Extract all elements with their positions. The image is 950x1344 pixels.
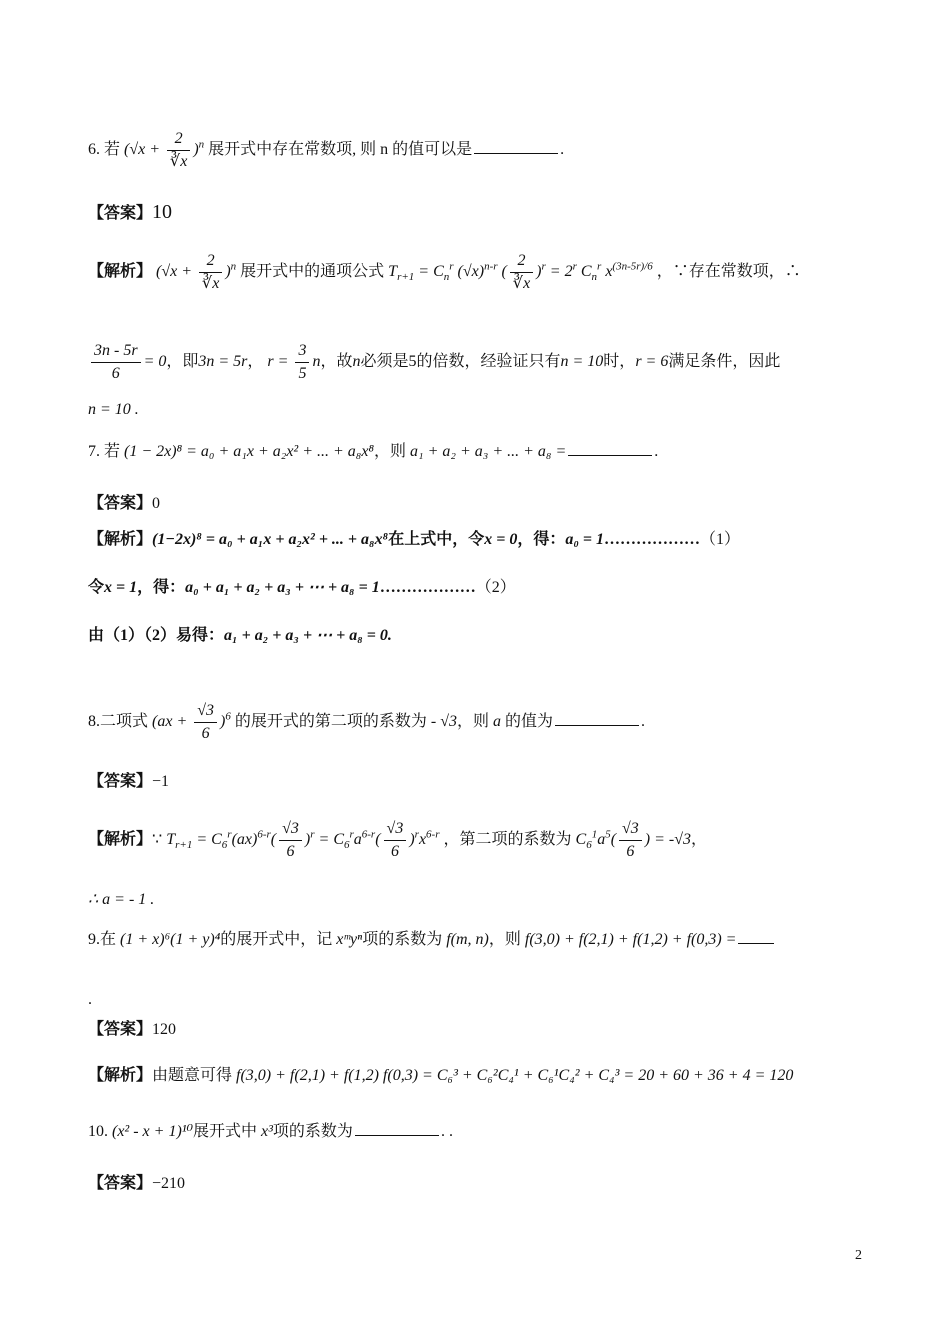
q9-expr3: f(m, n)	[446, 931, 489, 948]
q8-stem	[88, 700, 864, 745]
q7-s2e: x = 1	[104, 579, 138, 596]
q10-text2: 项的系数为	[272, 1123, 353, 1140]
q7-prefix: 若	[104, 443, 121, 460]
page-number: 2	[855, 1248, 862, 1263]
q9-solution	[88, 1064, 864, 1088]
question-number: 10.	[88, 1123, 108, 1140]
q6-end: .	[560, 141, 565, 159]
q8-solution-line2	[88, 888, 864, 912]
q6-l2n: 满足条件，因此	[668, 353, 781, 371]
q8-expr2: - √3	[430, 713, 457, 731]
q9-expr4: f(3,0) + f(2,1) + f(1,2) + f(0,3) =	[524, 931, 737, 948]
q6-l2i: 5	[408, 353, 417, 371]
answer-blank	[738, 929, 774, 944]
answer-blank	[355, 1121, 439, 1136]
q8-prefix: 二项式	[100, 713, 149, 731]
q7-s1tag: （1）	[700, 531, 741, 548]
q6-answer	[88, 200, 864, 226]
q7-s3t: 由（1）（2）易得：	[88, 627, 225, 644]
q9-text2: 项的系数为	[362, 931, 443, 948]
q8-sol-formula2: $C_6^1a^5$( $\frac{√3}{6}$ ) = -√3	[575, 820, 692, 860]
question-number: 7.	[88, 443, 100, 460]
answer-value: 0	[152, 495, 161, 512]
q8-answer	[88, 770, 864, 794]
q7-s3e: a₁ + a₂ + a₃ + ⋯ + a₈ = 0.	[224, 627, 392, 644]
q6-l2m: r = 6	[635, 353, 669, 371]
q10-stem	[88, 1120, 864, 1144]
q7-end: .	[654, 443, 659, 460]
answer-value: −1	[152, 773, 170, 790]
answer-value: 120	[152, 1021, 177, 1038]
q6-l2c: 3n = 5r	[198, 353, 248, 371]
q10-expr2: x³	[261, 1123, 273, 1140]
q7-s1e2: x = 0	[484, 531, 518, 548]
q9-stem	[88, 928, 864, 952]
solution-label: 【解析】	[88, 1067, 153, 1084]
q9-sol-text: 由题意可得	[152, 1067, 233, 1084]
question-number: 6.	[88, 141, 100, 159]
q6-r-frac: r = $\frac{3}{5}$ n	[267, 342, 321, 382]
q7-s2e2: a₀ + a₁ + a₂ + a₃ + ⋯ + a₈ = 1	[185, 579, 380, 596]
q6-l2l: 时，	[603, 353, 636, 371]
q8-solution-line1	[88, 818, 864, 863]
q8-end: .	[641, 713, 646, 731]
q6-sol-formula: $T_{r+1} = C_n^r$ $(√x)^{n-r}$ ( $\frac{2}{∛x}$ )$^r = 2^r$ $C_n^r$ $x^{(3n-5r)/6}$	[388, 252, 653, 292]
q9-sol-expr: f(3,0) + f(2,1) + f(1,2) f(0,3) = C₆³ + C₆²C₄¹ + C₆¹C₄² + C₄³ = 20 + 60 + 36 + 4 = 120	[236, 1067, 794, 1084]
q7-s2d: ………………	[379, 579, 476, 596]
q6-sol-text1: 展开式中的通项公式	[240, 263, 385, 281]
answer-blank	[474, 139, 558, 154]
q9-expr: (1 + x)⁶(1 + y)⁴	[120, 931, 221, 948]
q7-solution-line1	[88, 528, 864, 552]
q9-answer	[88, 1018, 864, 1042]
q9-prefix: 在	[100, 931, 117, 948]
q6-stem	[88, 128, 864, 173]
q9-end: .	[88, 991, 92, 1008]
q10-text: 展开式中	[193, 1123, 258, 1140]
q7-solution-line3	[88, 624, 864, 648]
q6-solution-line3	[88, 398, 864, 422]
answer-value: −210	[152, 1175, 186, 1192]
q7-s1d: ………………	[604, 531, 701, 548]
answer-value: 10	[152, 201, 173, 223]
q8-sol-formula: $T_{r+1} = C_6^r(ax)^{6-r}$( $\frac{√3}{6}$ )$^r = C_6^ra^{6-r}$( $\frac{√3}{6}$ )$^rx^{6-r}$	[166, 820, 440, 860]
answer-label: 【答案】	[88, 773, 153, 790]
q8-because: ∵	[152, 831, 163, 849]
q8-sol-text: ，第二项的系数为	[443, 831, 572, 849]
q7-answer	[88, 492, 864, 516]
q8-text2: ，则	[456, 713, 489, 731]
q6-l2j: 的倍数，经验证只有	[416, 353, 561, 371]
q6-sol-expr1: (√x + $\frac{2}{∛x}$ )$^n$	[156, 252, 237, 292]
q9-text3: ，则	[488, 931, 521, 948]
q6-l2k: n = 10	[560, 353, 604, 371]
q6-l2f: ，故	[320, 353, 353, 371]
q6-frac-eq: $\frac{3n - 5r}{6}$ = 0	[88, 353, 166, 370]
q8-var: a	[493, 713, 501, 731]
q8-sol-text2: ，	[691, 831, 708, 849]
q10-end: . .	[440, 1123, 453, 1140]
solution-label: 【解析】	[88, 831, 153, 849]
answer-blank	[568, 441, 652, 456]
q7-s1t: 在上式中，令	[388, 531, 485, 548]
q8-sol-line2: ∴ a = - 1 .	[88, 891, 155, 908]
answer-label: 【答案】	[88, 1175, 153, 1192]
solution-label: 【解析】	[88, 263, 153, 281]
q8-expr: (ax + $\frac{√3}{6}$ )$^6$	[152, 702, 231, 742]
question-number: 9.	[88, 931, 100, 948]
q9-expr2: xᵐyⁿ	[336, 931, 363, 948]
q9-end-mark	[88, 988, 864, 1012]
q6-expr: (√x + $\frac{2}{∛x}$ )$^n$	[124, 130, 205, 170]
answer-label: 【答案】	[88, 1021, 153, 1038]
q6-prefix: 若	[104, 141, 121, 159]
q7-s1e: (1−2x)⁸ = a₀ + a₁x + a₂x² + ... + a₈x⁸	[152, 531, 389, 548]
solution-label: 【解析】	[88, 531, 153, 548]
q7-solution-line2	[88, 576, 864, 600]
q6-l3: n = 10 .	[88, 401, 139, 418]
q10-expr: (x² - x + 1)¹⁰	[112, 1123, 193, 1140]
q6-solution-line2	[88, 340, 864, 385]
q7-expr: (1 − 2x)⁸ = a₀ + a₁x + a₂x² + ... + a₈x⁸	[124, 443, 375, 460]
q7-expr2: a₁ + a₂ + a₃ + ... + a₈ =	[410, 443, 567, 460]
q8-text3: 的值为	[505, 713, 554, 731]
q7-s1t2: ，得：	[517, 531, 566, 548]
q6-solution-line1	[88, 250, 864, 295]
answer-blank	[555, 711, 639, 726]
q10-answer	[88, 1172, 864, 1196]
q7-s2tag: （2）	[475, 579, 516, 596]
answer-label: 【答案】	[88, 205, 153, 222]
q7-s1e3: a₀ = 1	[565, 531, 605, 548]
q6-l2g: n	[352, 353, 361, 371]
q9-text: 的展开式中，记	[220, 931, 333, 948]
q7-stem	[88, 440, 864, 464]
q7-s2t2: ，得：	[137, 579, 186, 596]
q6-l2b: ，即	[166, 353, 199, 371]
q6-sol-text2: ，∵存在常数项，∴	[656, 263, 801, 281]
q6-l2d: ，	[247, 353, 264, 371]
q7-s2t: 令	[88, 579, 105, 596]
q6-text: 展开式中存在常数项, 则 n 的值可以是	[208, 141, 473, 159]
q8-text: 的展开式的第二项的系数为	[234, 713, 427, 731]
q6-l2h: 必须是	[360, 353, 409, 371]
question-number: 8.	[88, 713, 100, 731]
q7-text: ，则	[374, 443, 407, 460]
answer-label: 【答案】	[88, 495, 153, 512]
